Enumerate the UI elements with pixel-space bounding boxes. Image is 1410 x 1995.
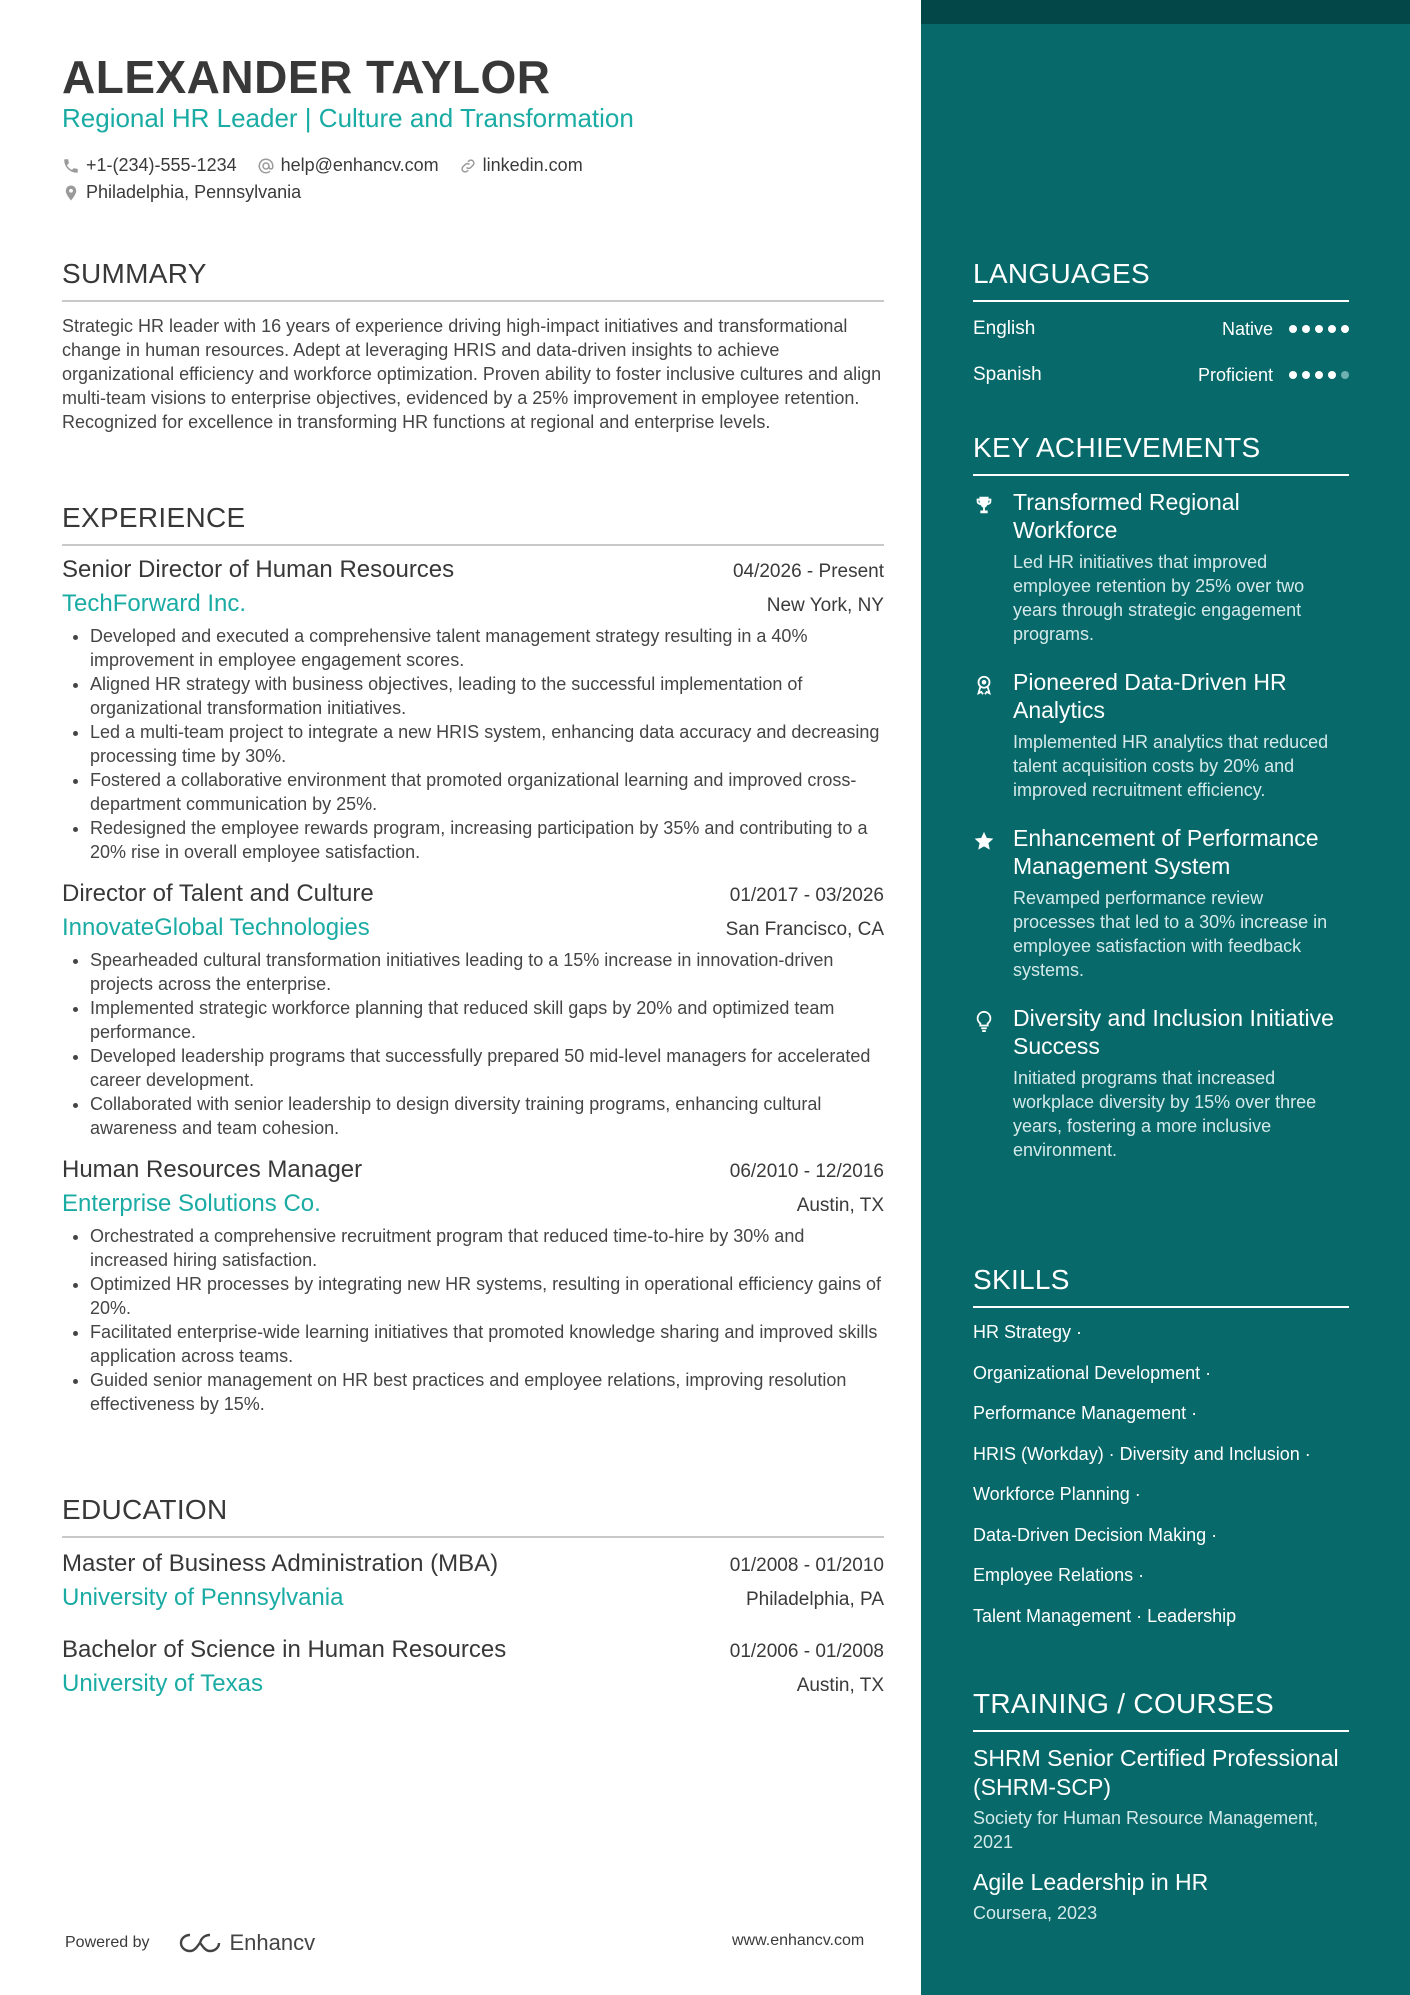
contact-email[interactable]	[257, 155, 439, 176]
achievement-item	[973, 824, 1349, 982]
enhancv-logo-icon	[176, 1930, 224, 1956]
language-rating	[1289, 371, 1349, 379]
job-bullet: • Developed and executed a comprehensive talent management strategy resulting in a 40% improvement in employee engagement scores.	[90, 624, 884, 672]
sidebar-top-band	[921, 0, 1410, 24]
job-title: Director of Talent and Culture	[62, 880, 374, 907]
rating-dot	[1302, 371, 1310, 379]
skill-line: Workforce Planning ·	[973, 1484, 1141, 1504]
achievement-desc: Implemented HR analytics that reduced talent acquisition costs by 20% and improved recruitment efficiency.	[1013, 732, 1329, 800]
powered-by-label: Powered by	[65, 1934, 150, 1951]
achievement-desc: Led HR initiatives that improved employee retention by 25% over two years through strategic engagement programs.	[1013, 552, 1305, 644]
experience-entry	[62, 1156, 884, 1416]
summary-text: Strategic HR leader with 16 years of experience driving high-impact initiatives and transformational change in human resources. Adept at leveraging HRIS and data-driven insights to achieve organizational efficiency and workforce optimization. Proven ability to foster inclusive cultures and align multi-team visions to enterprise objectives, evidenced by a 25% improvement in employee retention. Recognized for excellence in transforming HR functions at regional and enterprise levels.	[62, 316, 882, 432]
training-section	[973, 1688, 1349, 1925]
achievements-section	[973, 432, 1349, 1162]
school-location: Austin, TX	[796, 1675, 884, 1696]
training-title: TRAINING / COURSES	[973, 1688, 1349, 1732]
rating-dot	[1315, 371, 1323, 379]
phone-icon	[62, 157, 80, 175]
achievement-title: Diversity and Inclusion Initiative Success	[1013, 1005, 1334, 1059]
rating-dot	[1315, 325, 1323, 333]
school-name: University of Pennsylvania	[62, 1584, 344, 1611]
job-bullets	[62, 948, 884, 1140]
company-name: Enterprise Solutions Co.	[62, 1190, 321, 1217]
job-bullet: • Aligned HR strategy with business objectives, leading to the successful implementation of organizational transformation initiatives.	[90, 672, 884, 720]
languages-title: LANGUAGES	[973, 258, 1349, 302]
achievement-title: Enhancement of Performance Management System	[1013, 825, 1319, 879]
rating-dot-empty	[1341, 371, 1349, 379]
achievement-item	[973, 668, 1349, 802]
degree-name: Master of Business Administration (MBA)	[62, 1550, 499, 1577]
language-name: Spanish	[973, 364, 1042, 385]
job-bullet: • Collaborated with senior leadership to design diversity training programs, enhancing cultural awareness and team cohesion.	[90, 1092, 884, 1140]
experience-entry	[62, 880, 884, 1140]
job-bullet: • Orchestrated a comprehensive recruitment program that reduced time-to-hire by 30% and increased hiring satisfaction.	[90, 1224, 884, 1272]
achievements-title: KEY ACHIEVEMENTS	[973, 432, 1349, 476]
experience-title: EXPERIENCE	[62, 502, 884, 546]
job-bullet: • Redesigned the employee rewards program, increasing participation by 35% and contributing to a 20% rise in overall employee satisfaction.	[90, 816, 884, 864]
course-title: SHRM Senior Certified Professional (SHRM-SCP)	[973, 1745, 1339, 1800]
location-pin-icon	[62, 184, 80, 202]
contact-location	[62, 182, 301, 203]
lightbulb-icon	[973, 1010, 995, 1032]
candidate-name: ALEXANDER TAYLOR	[62, 51, 551, 103]
job-location: New York, NY	[766, 595, 884, 616]
job-bullet: • Spearheaded cultural transformation initiatives leading to a 15% increase in innovation-driven projects across the enterprise.	[90, 948, 884, 996]
at-sign-icon	[257, 157, 275, 175]
sidebar	[921, 0, 1410, 1995]
school-name: University of Texas	[62, 1670, 263, 1697]
education-dates: 01/2008 - 01/2010	[729, 1555, 884, 1576]
job-location: Austin, TX	[796, 1195, 884, 1216]
education-section	[62, 1494, 884, 1698]
job-title: Senior Director of Human Resources	[62, 556, 455, 583]
trophy-icon	[973, 494, 995, 516]
link-icon	[459, 157, 477, 175]
skill-line: Performance Management ·	[973, 1403, 1198, 1423]
education-title: EDUCATION	[62, 1494, 884, 1538]
education-dates: 01/2006 - 01/2008	[729, 1641, 884, 1662]
language-level: Proficient	[1197, 364, 1273, 385]
company-name: InnovateGlobal Technologies	[62, 914, 370, 941]
contact-linkedin[interactable]	[459, 155, 583, 176]
email-text: help@enhancv.com	[280, 155, 439, 175]
degree-name: Bachelor of Science in Human Resources	[62, 1636, 507, 1663]
language-row	[973, 306, 1349, 352]
job-bullet: • Facilitated enterprise-wide learning initiatives that promoted knowledge sharing and improved skills application across teams.	[90, 1320, 884, 1368]
education-entry	[62, 1636, 884, 1698]
location-text: Philadelphia, Pennsylvania	[86, 182, 302, 202]
rating-dot	[1289, 325, 1297, 333]
achievement-title: Transformed Regional Workforce	[1013, 489, 1240, 543]
summary-section	[62, 258, 884, 434]
job-dates: 06/2010 - 12/2016	[729, 1161, 884, 1182]
course-provider: Coursera, 2023	[973, 1903, 1098, 1923]
phone-text: +1-(234)-555-1234	[86, 155, 237, 175]
footer-website[interactable]: www.enhancv.com	[732, 1932, 865, 1949]
language-level: Native	[1221, 318, 1273, 339]
job-bullet: • Implemented strategic workforce planning that reduced skill gaps by 20% and optimized team performance.	[90, 996, 884, 1044]
experience-section	[62, 502, 884, 1416]
language-rating	[1289, 325, 1349, 333]
achievement-item	[973, 488, 1349, 646]
footer-branding	[65, 1930, 315, 1956]
rating-dot	[1341, 325, 1349, 333]
achievement-desc: Initiated programs that increased workplace diversity by 15% over three years, fostering a more inclusive environment.	[1013, 1068, 1317, 1160]
skill-line: Data-Driven Decision Making ·	[973, 1524, 1218, 1545]
rating-dot	[1289, 371, 1297, 379]
skill-line: Talent Management · Leadership	[973, 1605, 1237, 1626]
skill-line: HRIS (Workday) · Diversity and Inclusion ·	[973, 1443, 1311, 1464]
achievement-item	[973, 1004, 1349, 1162]
language-row	[973, 352, 1349, 398]
skill-line: HR Strategy ·	[973, 1322, 1083, 1342]
job-bullet: • Developed leadership programs that successfully prepared 50 mid-level managers for accelerated career development.	[90, 1044, 884, 1092]
job-bullet: • Led a multi-team project to integrate a new HRIS system, enhancing data accuracy and decreasing processing time by 30%.	[90, 720, 884, 768]
skills-title: SKILLS	[973, 1264, 1349, 1308]
course-title: Agile Leadership in HR	[973, 1869, 1209, 1895]
award-medal-icon	[973, 674, 995, 696]
job-location: San Francisco, CA	[725, 919, 884, 940]
language-name: English	[973, 318, 1036, 339]
skill-line: Employee Relations ·	[973, 1565, 1145, 1585]
skills-section	[973, 1264, 1349, 1636]
training-entry	[973, 1868, 1349, 1925]
languages-section	[973, 258, 1349, 398]
job-dates: 01/2017 - 03/2026	[729, 885, 884, 906]
skills-list	[973, 1312, 1349, 1636]
education-entry	[62, 1550, 884, 1612]
job-bullet: • Optimized HR processes by integrating new HR systems, resulting in operational efficiency gains of 20%.	[90, 1272, 884, 1320]
summary-title: SUMMARY	[62, 258, 884, 302]
rating-dot	[1328, 325, 1336, 333]
rating-dot	[1328, 371, 1336, 379]
job-dates: 04/2026 - Present	[732, 561, 884, 582]
job-title: Human Resources Manager	[62, 1156, 363, 1183]
company-name: TechForward Inc.	[62, 590, 247, 617]
candidate-headline: Regional HR Leader | Culture and Transformation	[62, 103, 634, 133]
job-bullets	[62, 1224, 884, 1416]
rating-dot	[1302, 325, 1310, 333]
contact-phone[interactable]	[62, 155, 237, 176]
course-provider: Society for Human Resource Management, 2021	[973, 1808, 1319, 1852]
achievement-desc: Revamped performance review processes that led to a 30% increase in employee satisfaction with feedback systems.	[1013, 888, 1328, 980]
school-location: Philadelphia, PA	[745, 1589, 884, 1610]
job-bullets	[62, 624, 884, 864]
achievement-title: Pioneered Data-Driven HR Analytics	[1013, 669, 1287, 723]
job-bullet: • Fostered a collaborative environment that promoted organizational learning and improved cross-department communication by 25%.	[90, 768, 884, 816]
job-bullet: • Guided senior management on HR best practices and employee relations, improving resolution effectiveness by 15%.	[90, 1368, 884, 1416]
star-icon	[973, 830, 995, 852]
skill-line: Organizational Development ·	[973, 1362, 1212, 1383]
linkedin-text: linkedin.com	[482, 155, 583, 175]
brand-name: Enhancv	[229, 1930, 316, 1955]
contact-info	[62, 152, 603, 206]
training-entry	[973, 1744, 1349, 1854]
experience-entry	[62, 556, 884, 864]
